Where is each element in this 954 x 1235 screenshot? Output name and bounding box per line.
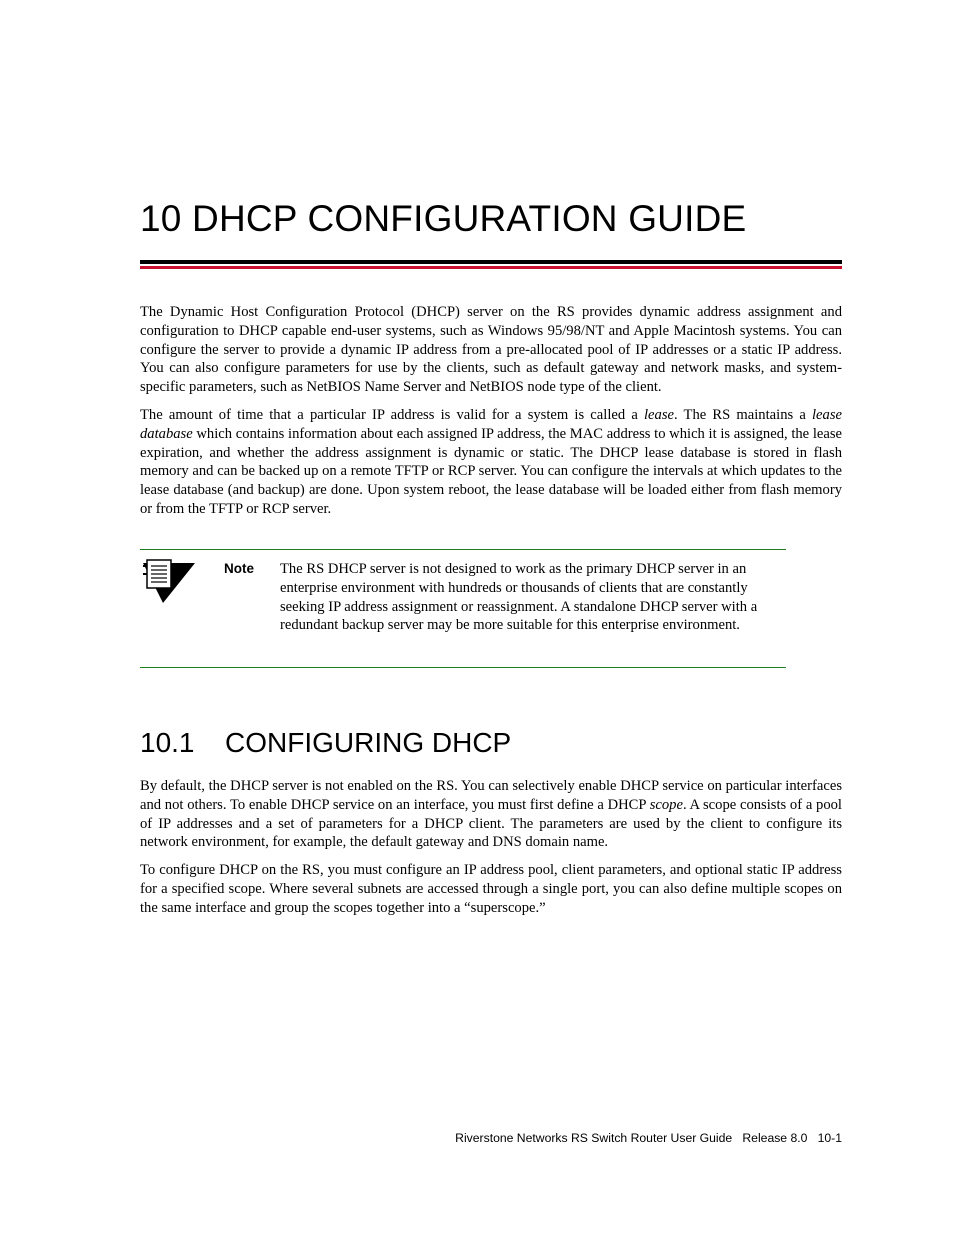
note-top-rule [140,549,786,550]
footer-release: Release 8.0 [742,1131,808,1145]
section-heading [140,727,511,759]
footer-page-number: 10-1 [817,1131,842,1145]
page-footer [455,1131,842,1145]
section-number: 10.1 [140,727,195,758]
title-rule-red [140,266,842,269]
intro-paragraph-1: The Dynamic Host Configuration Protocol (DHCP) server on the RS provides dynamic address assignment and configuration to DHCP capable end-user systems, such as Windows 95/98/NT and Apple Macintosh systems. You can configure the server to provide a dynamic IP address from a pre-allocated pool of IP addresses or a static IP address. You can also configure parameters for use by the clients, such as default gateway and network masks, and system-specific parameters, such as NetBIOS Name Server and NetBIOS node type of the client. [140,304,842,396]
title-rule-black [140,260,842,264]
section-p1-scope-term: scope [649,796,683,813]
section-paragraph-1 [140,777,842,852]
section-title: CONFIGURING DHCP [225,727,512,758]
intro-p2-text-a: The amount of time that a particular IP address is valid for a system is called a [140,407,644,423]
note-icon [141,559,197,605]
intro-paragraph-2 [140,406,842,519]
footer-guide-title: Riverstone Networks RS Switch Router User Guide [455,1131,733,1145]
section-p1-text-b: . A scope consists of a pool of IP addresses and a set of parameters for a DHCP client. The parameters are used by the client to configure its network environment, for example, the default gateway and DNS domain name. [140,796,842,851]
section-p1-text-a: By default, the DHCP server is not enabled on the RS. You can selectively enable DHCP service on particular interfaces and not others. To enable DHCP service on an interface, you must first define a DHCP [140,778,842,813]
intro-p2-text-b: . The RS maintains a [673,407,812,423]
intro-p2-lease-database-term: lease database [140,407,842,442]
note-text: The RS DHCP server is not designed to work as the primary DHCP server in an enterprise environment with hundreds or thousands of clients that are constantly seeking IP address assignment or reassignment. A standalone DHCP server with a redundant backup server may be more suitable for this enterprise environment. [280,561,758,634]
section-paragraph-2: To configure DHCP on the RS, you must configure an IP address pool, client parameters, and optional static IP address for a specified scope. Where several subnets are accessed through a single port, you can also define multiple scopes on the same interface and group the scopes together into a “superscope.” [140,862,842,916]
chapter-title: 10 DHCP CONFIGURATION GUIDE [140,198,747,239]
intro-p2-text-c: which contains information about each assigned IP address, the MAC address to which it is assigned, the lease expiration, and whether the address assignment is dynamic or static. The DHCP lease database is stored in flash memory and can be backed up on a remote TFTP or RCP server. You can configure the intervals at which updates to the lease database (and backup) are done. Upon system reboot, the lease database will be loaded either from flash memory or from the TFTP or RCP server. [140,425,842,517]
intro-p2-lease-term: lease [643,407,674,423]
note-bottom-rule [140,667,786,668]
note-label: Note [224,561,254,576]
